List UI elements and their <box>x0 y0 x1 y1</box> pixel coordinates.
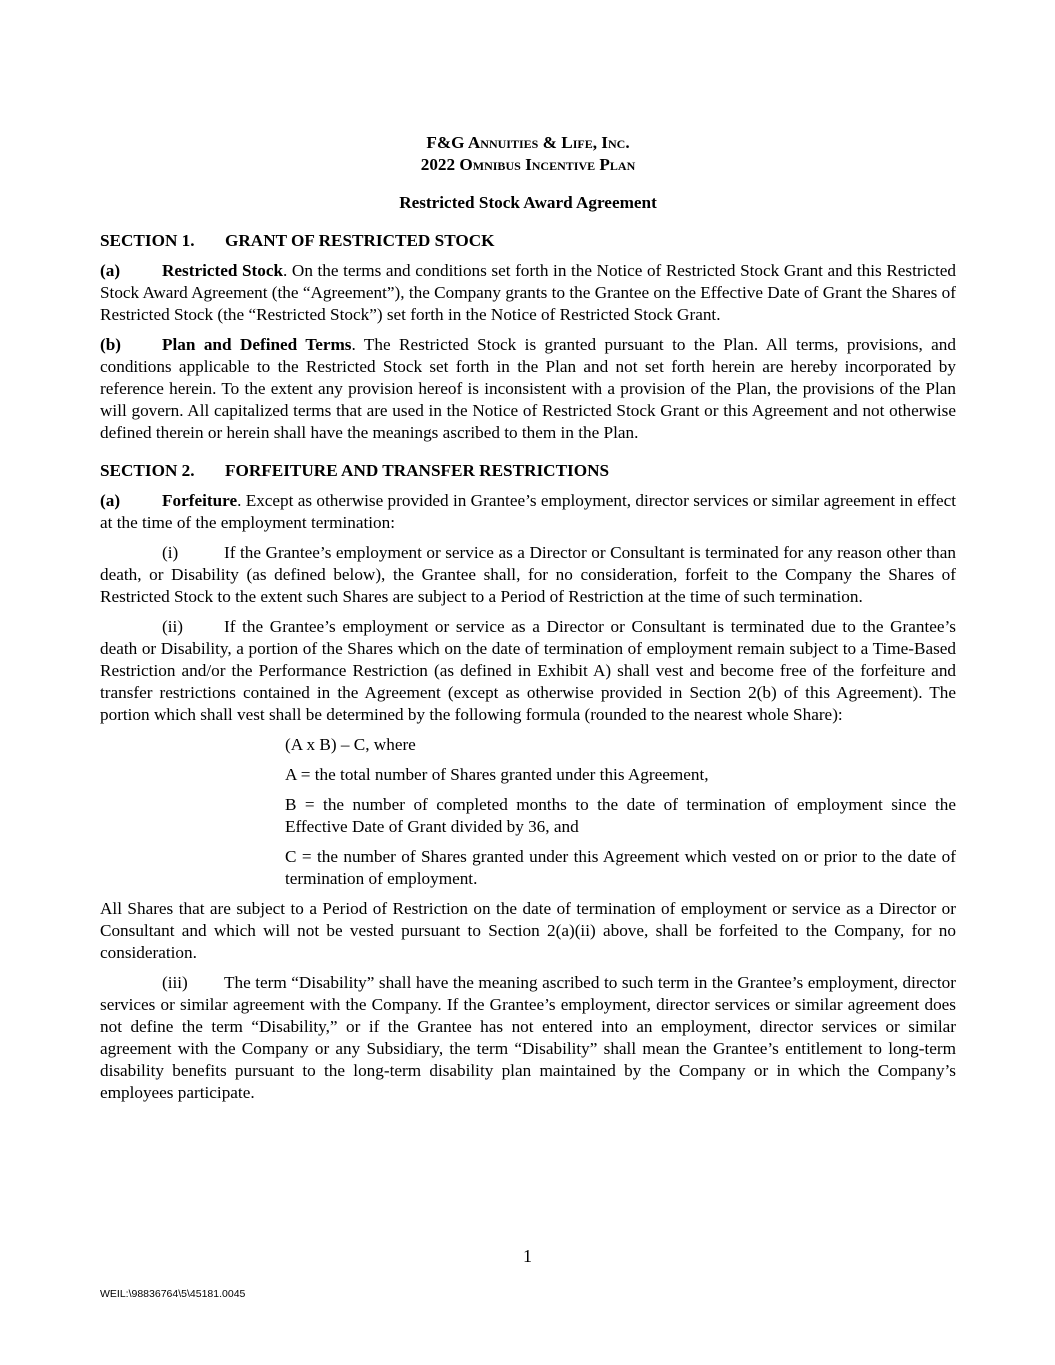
clause-label: (a) <box>100 491 121 510</box>
formula-b-definition: B = the number of completed months to the date of termination of employment since the Effective Date of Grant divided by 36, and <box>285 795 956 836</box>
subclause-label: (i) <box>162 543 179 562</box>
document-body <box>100 132 956 1104</box>
formula-expression: (A x B) – C, where <box>285 735 416 754</box>
subclause-i-paragraph <box>100 542 956 608</box>
all-shares-paragraph: All Shares that are subject to a Period of Restriction on the date of termination of employment or service as a Director or Consultant and which will not be vested pursuant to Section 2(a)(ii) above, shall be forfeited to the Company, for no consideration. <box>100 899 956 962</box>
formula-a-definition: A = the total number of Shares granted under this Agreement, <box>285 765 709 784</box>
subclause-label: (ii) <box>162 617 183 636</box>
clause-heading: Plan and Defined Terms <box>162 335 352 354</box>
subclause-text: The term “Disability” shall have the meaning ascribed to such term in the Grantee’s employment, director services or similar agreement with the Company. If the Grantee’s employment, director services or similar agreement does not define the term “Disability,” or if the Grantee has not entered into an employment, director services or similar agreement with the Company or any Subsidiary, the term “Disability” shall mean the Grantee’s entitlement to long-term disability benefits pursuant to the long-term disability plan maintained by the Company or in which the Company’s employees participate. <box>100 973 956 1102</box>
clause-heading: Restricted Stock <box>162 261 284 280</box>
section-title: GRANT OF RESTRICTED STOCK <box>225 231 495 250</box>
subclause-text: If the Grantee’s employment or service as a Director or Consultant is terminated due to the Grantee’s death or Disability, a portion of the Shares which on the date of termination of employment remain subject to a Time-Based Restriction and/or the Performance Restriction (as defined in Exhibit A) shall vest and become free of the forfeiture and transfer restrictions contained in the Agreement (except as otherwise provided in Section 2(b) of this Agreement). The portion which shall vest shall be determined by the following formula (rounded to the nearest whole Share): <box>100 617 956 724</box>
section-1-heading <box>100 230 956 252</box>
company-name: F&G Annuities & Life, Inc. <box>426 133 630 152</box>
section-2-heading <box>100 460 956 482</box>
clause-label: (a) <box>100 261 121 280</box>
section-number: SECTION 1. <box>100 231 195 250</box>
section-2a-paragraph <box>100 490 956 534</box>
section-title: FORFEITURE AND TRANSFER RESTRICTIONS <box>225 461 610 480</box>
plan-name: 2022 Omnibus Incentive Plan <box>420 155 636 174</box>
clause-label: (b) <box>100 335 122 354</box>
section-1b-paragraph <box>100 334 956 444</box>
agreement-title: Restricted Stock Award Agreement <box>399 193 657 212</box>
document-id: WEIL:\98836764\5\45181.0045 <box>100 1288 246 1300</box>
section-number: SECTION 2. <box>100 461 195 480</box>
section-1a-paragraph <box>100 260 956 326</box>
clause-text: . The Restricted Stock is granted pursuant to the Plan. All terms, provisions, and conditions applicable to the Restricted Stock set forth in the Plan and not set forth herein are hereby incorporated by reference herein. To the extent any provision hereof is inconsistent with a provision of the Plan, the provisions of the Plan will govern. All capitalized terms that are used in the Notice of Restricted Stock Grant or this Agreement and not otherwise defined therein or herein shall have the meanings ascribed to them in the Plan. <box>100 335 956 442</box>
clause-text: . Except as otherwise provided in Grantee’s employment, director services or similar agreement in effect at the time of the employment termination: <box>100 491 956 532</box>
formula-c-definition: C = the number of Shares granted under this Agreement which vested on or prior to the date of termination of employment. <box>285 847 956 888</box>
clause-text: . On the terms and conditions set forth in the Notice of Restricted Stock Grant and this Restricted Stock Award Agreement (the “Agreement”), the Company grants to the Grantee on the Effective Date of Grant the Shares of Restricted Stock (the “Restricted Stock”) set forth in the Notice of Restricted Stock Grant. <box>100 261 956 324</box>
subclause-label: (iii) <box>162 973 188 992</box>
subclause-ii-paragraph <box>100 616 956 726</box>
subclause-text: If the Grantee’s employment or service as a Director or Consultant is terminated for any reason other than death, or Disability (as defined below), the Grantee shall, for no consideration, forfeit to the Company the Shares of Restricted Stock to the extent such Shares are subject to a Period of Restriction at the time of such termination. <box>100 543 956 606</box>
page-number: 1 <box>523 1246 532 1266</box>
subclause-iii-paragraph <box>100 972 956 1104</box>
clause-heading: Forfeiture <box>162 491 238 510</box>
